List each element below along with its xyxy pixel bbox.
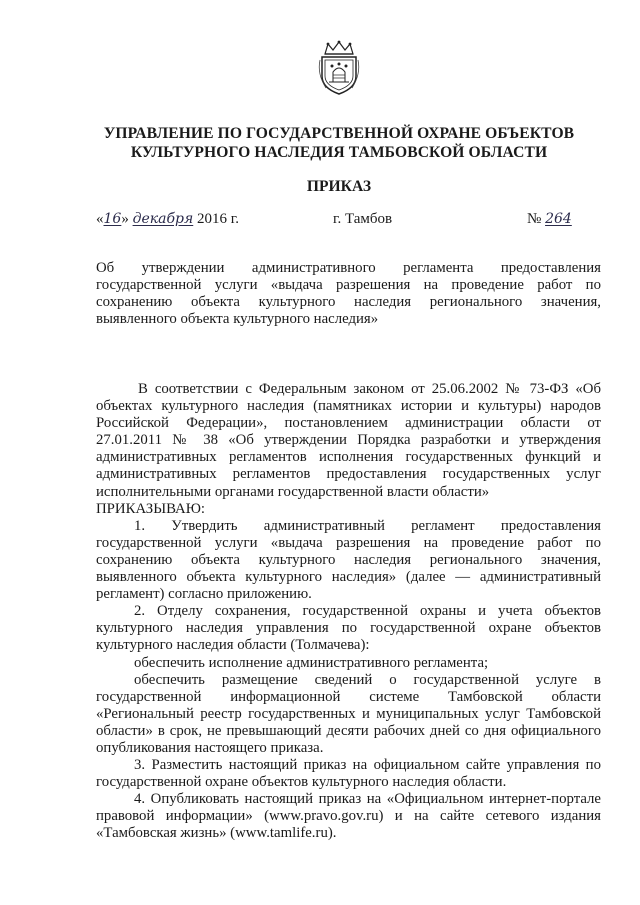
order-body [96, 381, 601, 843]
item-2b: обеспечить размещение сведений о государственной услуге в государственной информационной системе Тамбовской области «Региональный реестр государственных и муниципальных услуг Тамбовской области» в срок, не превышающий десяти рабочих дней со дня официального опубликования настоящего приказа. [96, 671, 601, 756]
org-line-2: КУЛЬТУРНОГО НАСЛЕДИЯ ТАМБОВСКОЙ ОБЛАСТИ [130, 144, 548, 161]
organization-name [96, 124, 582, 162]
order-word: ПРИКАЗЫВАЮ: [96, 500, 206, 517]
item-3: 3. Разместить настоящий приказ на официальном сайте управления по государственной охране объектов культурного наследия области. [96, 757, 601, 791]
number-value: 264 [545, 211, 572, 227]
order-city: г. Тамбов [333, 211, 393, 227]
item-2: 2. Отделу сохранения, государственной охраны и учета объектов культурного наследия управления по государственной охране объектов культурного наследия области (Толмачева): [96, 603, 601, 654]
preamble: В соответствии с Федеральным законом от 25.06.2002 № 73-ФЗ «Об объектах культурного наследия (памятниках истории и культуры) народов Российской Федерации», постановлением администрации области от 27.01.2011 № 38 «Об утверждении Порядка разработки и утверждения административных регламентов исполнения государственных функций и административных регламентов предоставления государственных услуг исполнительными органами государственной власти области» [96, 381, 601, 500]
order-subject: Об утверждении административного регламента предоставления государственной услуги «выдача разрешения на проведение работ по сохранению объекта культурного наследия регионального значения, выявленного объекта культурного наследия» [96, 260, 601, 327]
order-date [96, 210, 239, 228]
document-type: ПРИКАЗ [306, 178, 372, 195]
date-day: 16 [103, 211, 122, 227]
date-year: 2016 г. [196, 211, 239, 227]
number-label: № [527, 211, 542, 227]
order-number [527, 210, 572, 228]
item-4: 4. Опубликовать настоящий приказ на «Официальном интернет-портале правовой информации» (www.pravo.gov.ru) и на сайте сетевого издания «Тамбовская жизнь» (www.tamlife.ru). [96, 791, 601, 842]
date-quote-open: « [96, 211, 104, 227]
item-1: 1. Утвердить административный регламент предоставления государственной услуги «выдача разрешения на проведение работ по сохранению объекта культурного наследия регионального значения, выявленного объекта культурного наследия» (далее — административный регламент) согласно приложению. [96, 517, 601, 603]
item-2a: обеспечить исполнение административного регламента; [134, 654, 489, 671]
date-month: декабря [132, 211, 194, 227]
tambov-coat-of-arms-icon [316, 40, 362, 96]
org-line-1: УПРАВЛЕНИЕ ПО ГОСУДАРСТВЕННОЙ ОХРАНЕ ОБЪЕКТОВ [103, 125, 575, 142]
date-quote-close: » [121, 211, 129, 227]
